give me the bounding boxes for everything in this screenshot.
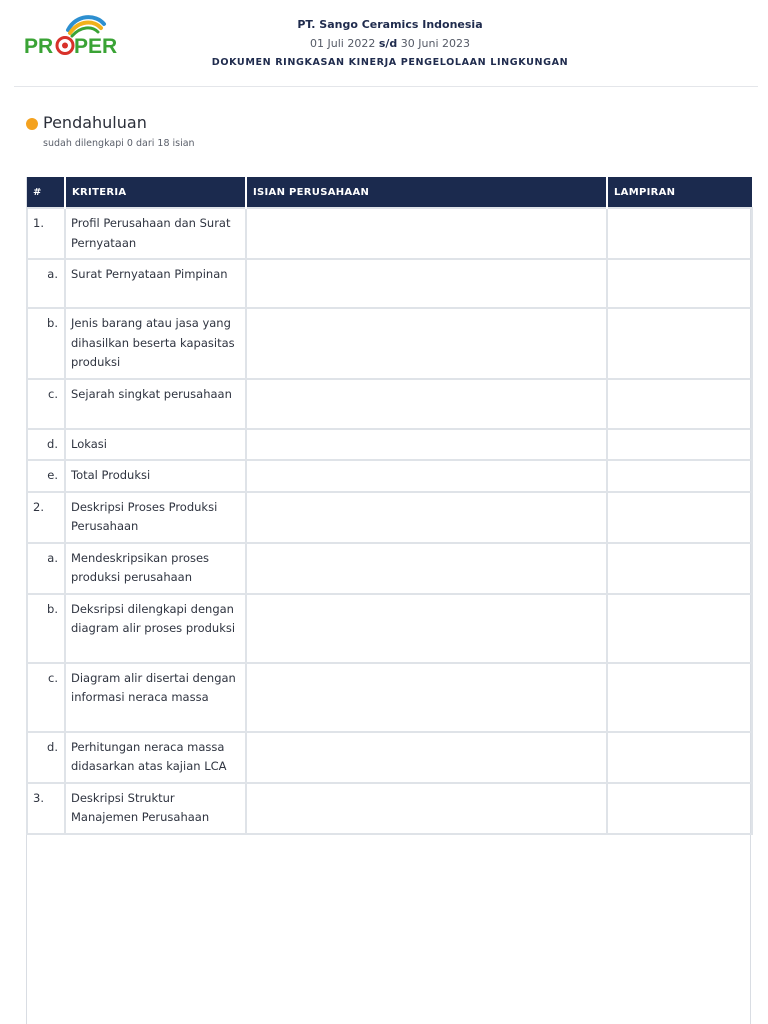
attachment-cell[interactable] [607,732,752,783]
svg-text:PR: PR [24,35,54,58]
table-row [27,460,752,492]
section-title: Pendahuluan [43,113,147,132]
report-period [130,34,650,53]
row-criteria: Profil Perusahaan dan Surat Pernyataan [65,208,246,259]
row-number: b. [27,308,65,379]
row-number: 3. [27,783,65,834]
row-criteria: Sejarah singkat perusahaan [65,379,246,429]
table-row [27,379,752,429]
row-criteria: Mendeskripsikan proses produksi perusahaan [65,543,246,594]
company-input-cell[interactable] [246,259,607,308]
row-criteria: Jenis barang atau jasa yang dihasilkan beserta kapasitas produksi [65,308,246,379]
attachment-cell[interactable] [607,208,752,259]
table-row [27,208,752,259]
column-header-criteria: KRITERIA [65,177,246,208]
period-separator: s/d [378,37,398,50]
section-progress: sudah dilengkapi 0 dari 18 isian [43,138,195,149]
table-row [27,492,752,543]
company-input-cell[interactable] [246,732,607,783]
row-number: b. [27,594,65,663]
company-input-cell[interactable] [246,594,607,663]
company-input-cell[interactable] [246,460,607,492]
table-row [27,594,752,663]
table-row [27,543,752,594]
svg-text:PER: PER [74,35,118,58]
company-name: PT. Sango Ceramics Indonesia [297,18,483,31]
table-row [27,308,752,379]
table-row [27,783,752,834]
company-input-cell[interactable] [246,208,607,259]
row-number: c. [27,663,65,732]
company-input-cell[interactable] [246,379,607,429]
row-number: 2. [27,492,65,543]
company-input-cell[interactable] [246,308,607,379]
table-header-row [27,177,752,208]
row-number: a. [27,543,65,594]
proper-logo-image [24,12,128,64]
row-criteria: Surat Pernyataan Pimpinan [65,259,246,308]
row-number: e. [27,460,65,492]
row-criteria: Diagram alir disertai dengan informasi neraca massa [65,663,246,732]
document-header [0,0,768,86]
attachment-cell[interactable] [607,259,752,308]
attachment-cell[interactable] [607,460,752,492]
row-criteria: Deskripsi Struktur Manajemen Perusahaan [65,783,246,834]
attachment-cell[interactable] [607,492,752,543]
table-row [27,429,752,461]
criteria-table [26,177,753,835]
criteria-table-container [26,177,751,1024]
company-input-cell[interactable] [246,543,607,594]
column-header-company: ISIAN PERUSAHAAN [246,177,607,208]
row-number: 1. [27,208,65,259]
attachment-cell[interactable] [607,308,752,379]
column-header-attachment: LAMPIRAN [607,177,752,208]
attachment-cell[interactable] [607,594,752,663]
row-criteria: Perhitungan neraca massa didasarkan atas kajian LCA [65,732,246,783]
table-row [27,259,752,308]
status-dot-icon [26,118,38,130]
row-criteria: Lokasi [65,429,246,461]
document-title: DOKUMEN RINGKASAN KINERJA PENGELOLAAN LINGKUNGAN [211,57,569,68]
company-input-cell[interactable] [246,663,607,732]
row-number: a. [27,259,65,308]
period-end: 30 Juni 2023 [400,37,470,50]
attachment-cell[interactable] [607,783,752,834]
row-criteria: Deskripsi Proses Produksi Perusahaan [65,492,246,543]
company-input-cell[interactable] [246,492,607,543]
row-number: d. [27,429,65,461]
company-input-cell[interactable] [246,429,607,461]
row-number: c. [27,379,65,429]
column-header-num: # [27,177,65,208]
attachment-cell[interactable] [607,663,752,732]
proper-logo [24,12,128,64]
period-start: 01 Juli 2022 [310,37,376,50]
table-row [27,663,752,732]
company-input-cell[interactable] [246,783,607,834]
header-text [130,16,650,73]
header-divider [14,86,758,87]
table-row [27,732,752,783]
attachment-cell[interactable] [607,543,752,594]
row-criteria: Total Produksi [65,460,246,492]
attachment-cell[interactable] [607,429,752,461]
row-criteria: Deksripsi dilengkapi dengan diagram alir proses produksi [65,594,246,663]
row-number: d. [27,732,65,783]
attachment-cell[interactable] [607,379,752,429]
